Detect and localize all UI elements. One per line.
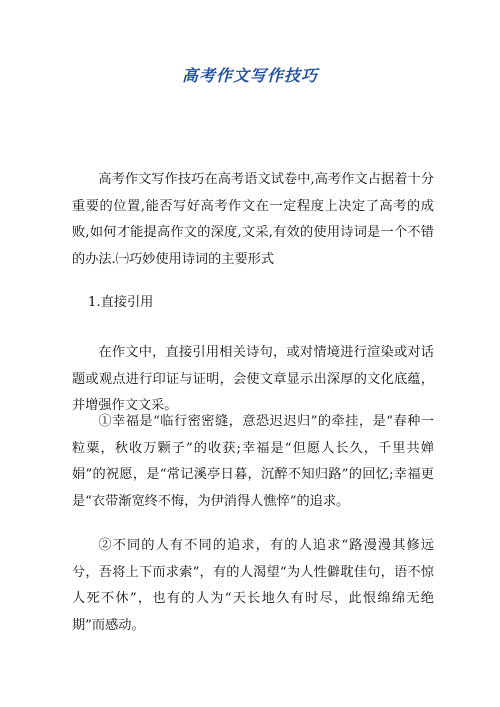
document-title: 高考作文写作技巧 [181,66,318,85]
example-paragraph-2: ②不同的人有不同的追求，有的人追求“路漫漫其修远兮，吾将上下而求索”，有的人渴望“为人性僻耽佳句，语不惊人死不休”，也有的人为“天长地久有时尽，此恨绵绵无绝期”而感动。 [72,538,434,633]
section-heading: 1.直接引用 [88,295,154,310]
body-paragraph: 在作文中，直接引用相关诗句，或对情境进行渲染或对话题或观点进行印证与证明，会使文章显示出深厚的文化底蕴，并增强作文文采。 [72,345,434,413]
example-paragraph-1: ①幸福是“临行密密缝，意恐迟迟归”的牵挂，是“春种一粒粟，秋收万颗子”的收获;幸福是“但愿人长久，千里共婵娟”的祝愿，是“常记溪亭日暮，沉醉不知归路”的回忆;幸福更是“衣带渐宽终不悔，为伊消得人憔悴”的追求。 [72,414,434,509]
intro-paragraph: 高考作文写作技巧在高考语文试卷中,高考作文占据着十分重要的位置,能否写好高考作文在一定程度上决定了高考的成败,如何才能提高作文的深度,文采,有效的使用诗词是一个不错的办法.㈠巧妙使用诗词的主要形式 [72,172,434,267]
